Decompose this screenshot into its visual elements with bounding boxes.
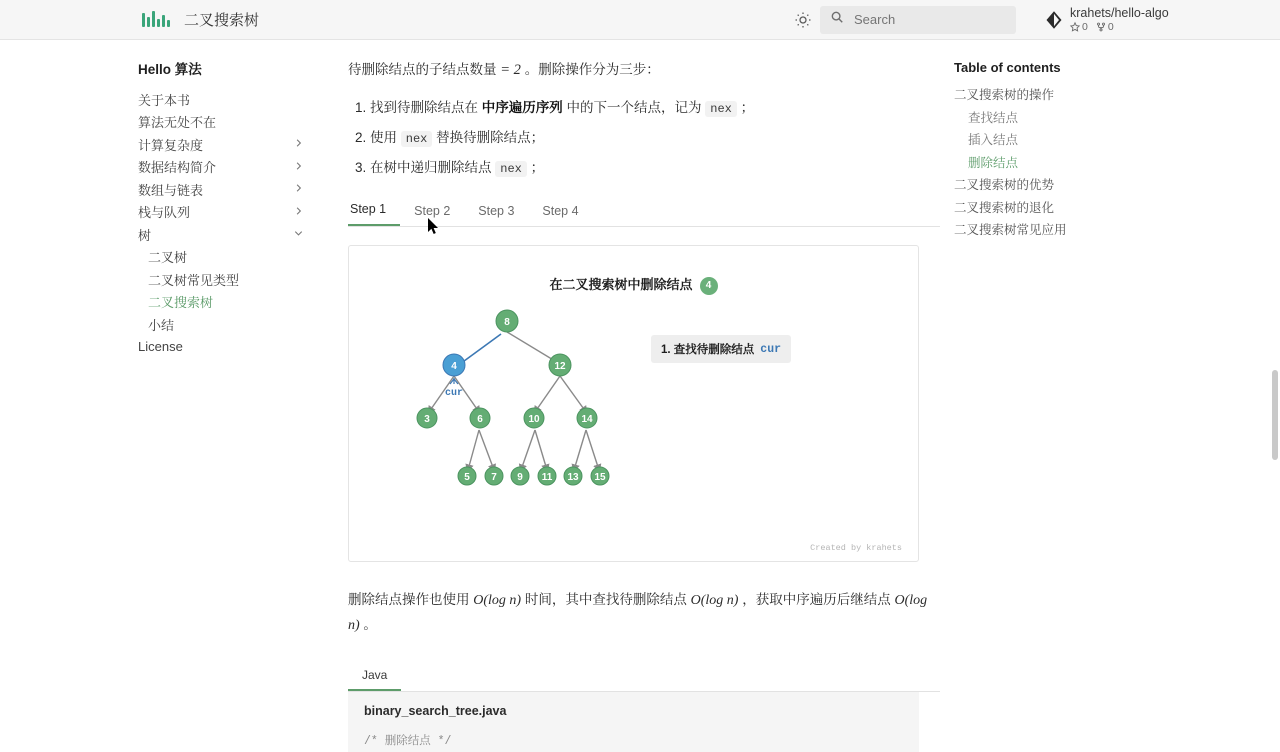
sidebar-item-label: 小结 (148, 317, 175, 333)
list-item: 3. 在树中递归删除结点 nex ； (370, 154, 940, 183)
git-icon (1044, 10, 1064, 30)
svg-text:12: 12 (554, 361, 566, 372)
code-language-tabs (348, 664, 940, 692)
top-header (0, 0, 1280, 40)
sidebar-item-stack-queue[interactable] (0, 201, 330, 224)
table-of-contents (940, 40, 1260, 720)
repository-link[interactable] (1044, 6, 1280, 34)
lead-math: = 2 (500, 62, 521, 78)
sidebar-item-binary-tree[interactable] (0, 246, 330, 269)
hello-algo-logo[interactable] (138, 7, 178, 33)
fork-count: 0 (1096, 21, 1114, 34)
code-nex: nex (495, 161, 527, 177)
sidebar-item-license[interactable] (0, 336, 330, 359)
svg-text:3: 3 (424, 414, 430, 425)
svg-text:15: 15 (594, 472, 606, 483)
sidebar-item-label: 栈与队列 (138, 205, 191, 221)
sidebar-item-summary[interactable] (0, 313, 330, 336)
repo-name: krahets/hello-algo (1070, 5, 1169, 20)
list-item: 1. 找到待删除结点在 中序遍历序列 中的下一个结点，记为 nex ； (370, 94, 940, 123)
chevron-right-icon (293, 159, 304, 174)
code-comment-line: /* 删除结点 */ (364, 735, 452, 748)
callout-code: cur (760, 342, 782, 356)
svg-text:8: 8 (504, 317, 510, 328)
toc-item-operations[interactable]: 二叉搜索树的操作 (954, 88, 1055, 102)
sidebar-item-algorithms-everywhere[interactable] (0, 111, 330, 134)
svg-text:11: 11 (541, 472, 553, 483)
page-scrollbar[interactable] (1272, 370, 1278, 460)
code-nex: nex (401, 131, 433, 147)
svg-text:10: 10 (528, 414, 540, 425)
sidebar-item-label: 数组与链表 (138, 182, 204, 198)
svg-text:13: 13 (567, 472, 579, 483)
sidebar-item-array-linkedlist[interactable] (0, 178, 330, 201)
search-icon (830, 10, 844, 29)
tab-step-2[interactable]: Step 2 (414, 204, 451, 218)
code-block (348, 692, 919, 752)
tab-step-4[interactable]: Step 4 (542, 204, 579, 218)
sidebar-item-label: 树 (138, 227, 152, 243)
lead-paragraph (348, 60, 940, 80)
svg-text:9: 9 (517, 472, 523, 483)
svg-text:7: 7 (491, 472, 497, 483)
svg-text:6: 6 (477, 414, 483, 425)
figure-credit: Created by krahets (810, 543, 902, 553)
code-nex: nex (705, 101, 737, 117)
lead-prefix: 待删除结点的子结点数量 (348, 62, 501, 77)
tab-step-1[interactable]: Step 1 (348, 202, 400, 226)
cur-pointer-label: cur (444, 388, 464, 399)
sidebar-item-label: 二叉树 (148, 250, 188, 266)
brightness-icon[interactable] (790, 7, 816, 33)
figure-binary-search-tree-delete (348, 245, 919, 562)
mouse-cursor (428, 218, 440, 236)
sidebar-item-label: 数据结构简介 (138, 160, 217, 176)
tab-step-3[interactable]: Step 3 (478, 204, 515, 218)
chevron-down-icon (293, 227, 304, 242)
sidebar-item-label: 计算复杂度 (138, 137, 204, 153)
sidebar-nav (0, 40, 330, 720)
tab-java[interactable]: Java (348, 668, 401, 691)
code-filename: binary_search_tree.java (364, 704, 507, 718)
sidebar-item-about[interactable] (0, 88, 330, 111)
svg-text:14: 14 (581, 414, 593, 425)
toc-item-advantages[interactable]: 二叉搜索树的优势 (954, 178, 1055, 192)
sidebar-item-complexity[interactable] (0, 133, 330, 156)
toc-item-insert-node[interactable]: 插入结点 (968, 133, 1019, 147)
steps-list (348, 94, 940, 183)
main-content (330, 40, 940, 748)
math-olog-n: O(log n) (348, 593, 928, 633)
sidebar-item-binary-tree-types[interactable] (0, 268, 330, 291)
sidebar-item-label: 二叉树常见类型 (148, 272, 240, 288)
list-item: 2. 使用 nex 替换待删除结点； (370, 124, 940, 153)
toc-title: Table of contents (954, 60, 1061, 75)
sidebar-item-label: 关于本书 (138, 92, 191, 108)
sidebar-item-label: 算法无处不在 (138, 115, 217, 131)
toc-item-degeneration[interactable]: 二叉搜索树的退化 (954, 200, 1055, 215)
search-box[interactable] (820, 6, 1016, 34)
chevron-right-icon (293, 137, 304, 152)
chevron-right-icon (293, 204, 304, 219)
page-title: 二叉搜索树 (184, 12, 260, 29)
complexity-paragraph: 删除结点操作也使用 O(log n) 时间，其中查找待删除结点 O(log n) ，获取中序遍历后继结点 O(log n) 。 (348, 592, 928, 633)
star-count: 0 (1070, 21, 1088, 34)
svg-text:4: 4 (451, 361, 457, 372)
svg-text:5: 5 (464, 472, 470, 483)
search-input[interactable] (852, 11, 1002, 28)
figure-callout: 1. 查找待删除结点 cur (651, 335, 791, 363)
figure-step-badge: 4 (700, 277, 718, 295)
sidebar-item-data-structures[interactable] (0, 156, 330, 179)
sidebar-item-label: License (138, 339, 183, 355)
toc-item-applications[interactable]: 二叉搜索树常见应用 (954, 223, 1067, 237)
sidebar-item-binary-search-tree[interactable] (0, 291, 330, 314)
figure-title: 在二叉搜索树中删除结点 4 (349, 274, 918, 295)
chevron-right-icon (293, 182, 304, 197)
tree-diagram (349, 246, 920, 561)
sidebar-title: Hello 算法 (138, 62, 202, 77)
step-bold: 中序遍历序列 (481, 100, 563, 115)
sidebar-item-label: 二叉搜索树 (148, 295, 214, 311)
sidebar-item-tree[interactable] (0, 223, 330, 246)
toc-item-delete-node[interactable]: 删除结点 (968, 155, 1019, 170)
math-olog-n: O(log n) (690, 593, 739, 608)
toc-item-search-node[interactable]: 查找结点 (968, 110, 1019, 125)
math-olog-n: O(log n) (473, 593, 522, 608)
lead-suffix: 。删除操作分为三步： (520, 62, 660, 77)
